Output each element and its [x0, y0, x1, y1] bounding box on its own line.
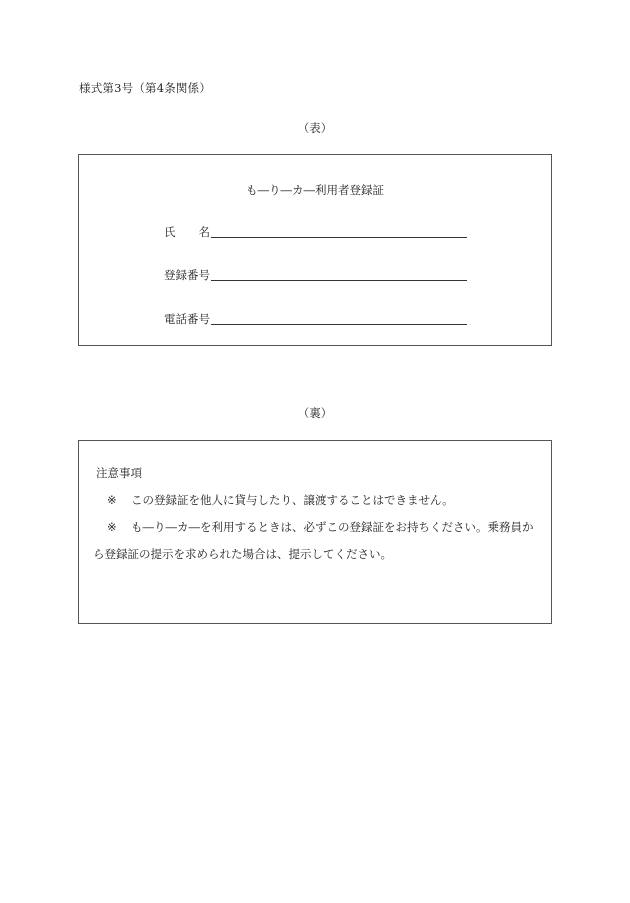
form-number: 様式第3号（第4条関係） [79, 81, 212, 95]
note-mark: ※ [107, 520, 117, 534]
card-title: も―り―カ―利用者登録証 [246, 183, 384, 197]
registration-number-input-line[interactable] [211, 280, 467, 281]
note-text-continuation: ら登録証の提示を求められた場合は、提示してください。 [93, 547, 392, 561]
note-text: も―り―カ―を利用するときは、必ずこの登録証をお持ちください。乗務員か [131, 520, 534, 534]
name-input-line[interactable] [211, 237, 467, 238]
note-item [93, 514, 541, 568]
note-item [107, 487, 541, 514]
registration-card-front [78, 154, 552, 346]
phone-number-field [164, 310, 467, 326]
registration-card-back [78, 440, 552, 624]
registration-number-label: 登録番号 [164, 268, 210, 282]
registration-number-field [164, 266, 467, 282]
name-label: 氏 名 [164, 225, 210, 239]
phone-number-input-line[interactable] [211, 324, 467, 325]
front-side-label: （表） [297, 121, 333, 135]
note-text: この登録証を他人に貸与したり、譲渡することはできません。 [131, 493, 454, 507]
name-field [164, 223, 467, 239]
phone-number-label: 電話番号 [164, 312, 210, 326]
note-mark: ※ [107, 493, 117, 507]
notes-heading: 注意事項 [96, 466, 142, 480]
back-side-label: （裏） [297, 406, 333, 420]
